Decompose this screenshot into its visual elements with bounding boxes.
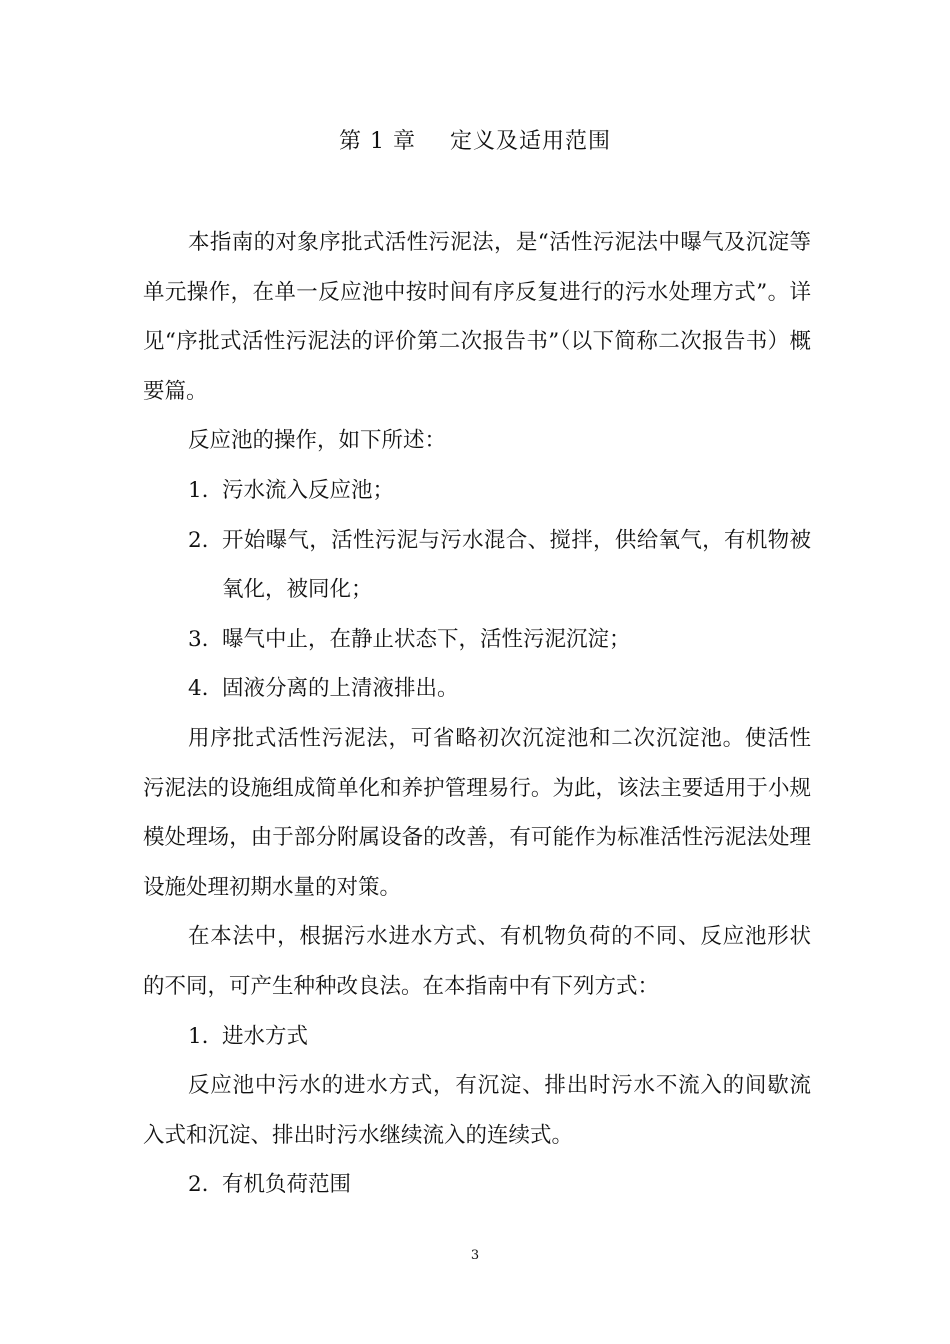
list-item xyxy=(143,664,811,714)
page-number: 3 xyxy=(470,1248,480,1263)
chapter-title: 定义及适用范围 xyxy=(449,129,611,154)
list-item-text: 有机负荷范围 xyxy=(222,1172,352,1198)
paragraph-operation-lead: 反应池的操作，如下所述： xyxy=(188,428,447,454)
list-item-text: 曝气中止，在静止状态下，活性污泥沉淀； xyxy=(222,626,631,652)
list-item-text: 污水流入反应池； xyxy=(222,477,395,503)
paragraph-applicability: 用序批式活性污泥法，可省略初次沉淀池和二次沉淀池。使活性污泥法的设施组成简单化和养护管理易行。为此，该法主要适用于小规模处理场，由于部分附属设备的改善，有可能作为标准活性污泥法处理设施处理初期水量的对策。 xyxy=(143,725,811,900)
list-item xyxy=(143,615,811,665)
list-item xyxy=(143,466,811,516)
chapter-heading xyxy=(0,124,950,155)
paragraph-variants: 在本法中，根据污水进水方式、有机物负荷的不同、反应池形状的不同，可产生种种改良法。在本指南中有下列方式： xyxy=(143,924,811,999)
list-item xyxy=(143,1012,811,1062)
list-item-number: 2. xyxy=(188,527,209,553)
list-item-number: 2. xyxy=(188,1172,209,1198)
list-item-text: 固液分离的上清液排出。 xyxy=(222,676,459,702)
list-item-number: 4. xyxy=(188,676,209,702)
paragraph-intro: 本指南的对象序批式活性污泥法，是“活性污泥法中曝气及沉淀等单元操作，在单一反应池中按时间有序反复进行的污水处理方式”。详见“序批式活性污泥法的评价第二次报告书”（以下简称二次报告书）概要篇。 xyxy=(143,230,811,404)
list-item-text: 开始曝气，活性污泥与污水混合、搅拌，供给氧气，有机物被氧化，被同化； xyxy=(222,527,811,603)
list-item-number: 1. xyxy=(188,1023,209,1049)
paragraph-inflow: 反应池中污水的进水方式，有沉淀、排出时污水不流入的间歇流入式和沉淀、排出时污水继续流入的连续式。 xyxy=(143,1073,811,1148)
list-item xyxy=(143,516,811,615)
list-item-number: 3. xyxy=(188,626,209,652)
list-item xyxy=(143,1160,811,1210)
list-item-number: 1. xyxy=(188,477,209,503)
list-item-text: 进水方式 xyxy=(222,1023,309,1049)
body-text xyxy=(143,218,811,1210)
chapter-number: 第 1 章 xyxy=(339,129,416,154)
